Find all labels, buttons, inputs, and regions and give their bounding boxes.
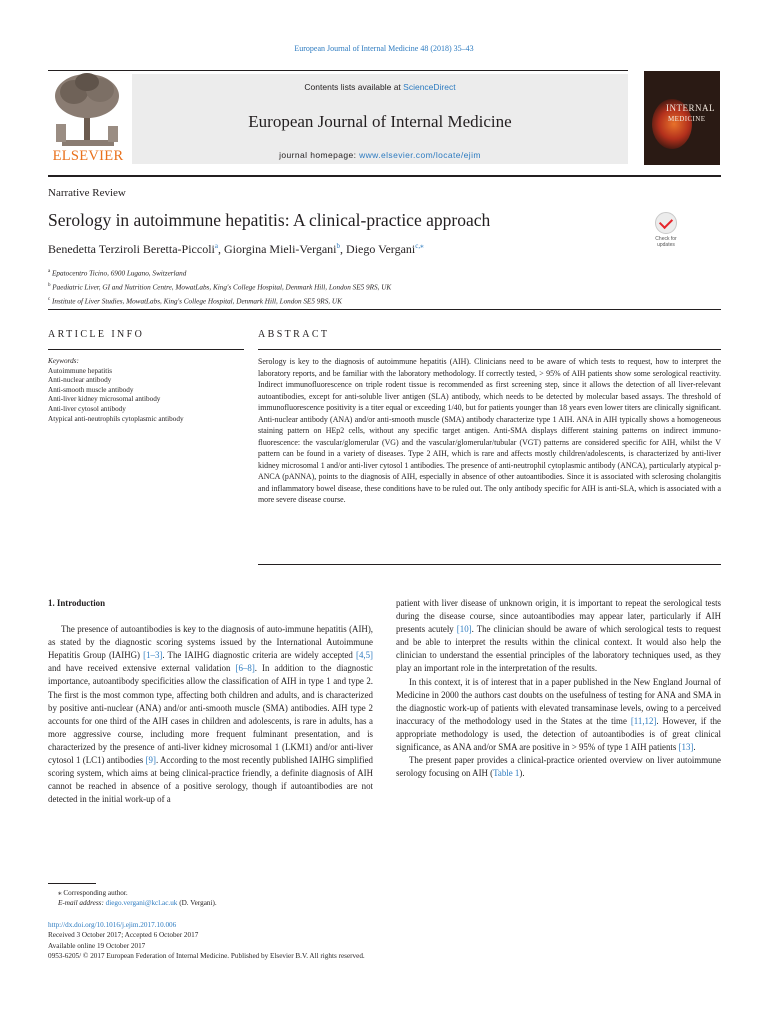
elsevier-logo[interactable] — [48, 70, 128, 170]
author-name[interactable]: Giorgina Mieli-Vergani — [223, 242, 337, 256]
article-info-rule — [48, 349, 244, 350]
received-dates: Received 3 October 2017; Accepted 6 October 2017 — [48, 931, 199, 940]
doi-link[interactable]: http://dx.doi.org/10.1016/j.ejim.2017.10.006 — [48, 921, 177, 929]
affiliation-text: Paediatric Liver, GI and Nutrition Centre, MowatLabs, King's College Hospital, Denmark Hill, London SE5 9RS, UK — [52, 283, 392, 292]
citation-link[interactable]: [13] — [678, 742, 694, 753]
keywords-label: Keywords: — [48, 357, 79, 365]
citation-link[interactable]: Table 1 — [493, 768, 520, 779]
online-date: Available online 19 October 2017 — [48, 941, 146, 950]
email-link[interactable]: diego.vergani@kcl.ac.uk — [105, 899, 178, 908]
affiliation-text: Epatocentro Ticino, 6900 Lugano, Switzerland — [52, 269, 187, 278]
citation-link[interactable]: [11,12] — [630, 715, 657, 726]
article-info-heading: ARTICLE INFO — [48, 329, 145, 340]
corresponding-author-note: ⁎ Corresponding author. — [58, 889, 128, 897]
paragraph-text: patient with liver disease of unknown origin, it is important to repeat the serological tests during the disease course, since autoantibodies may appear later, particularly if AIH presents acutely — [396, 598, 721, 635]
check-updates-label: Check for updates — [655, 236, 677, 248]
citation-link[interactable]: [1–3] — [143, 650, 163, 661]
email-note — [48, 898, 217, 908]
article-type: Narrative Review — [48, 187, 126, 199]
keyword: Anti-smooth muscle antibody — [48, 385, 134, 394]
keyword: Autoimmune hepatitis — [48, 366, 113, 375]
footnotes — [48, 888, 217, 909]
paragraph-text: . — [693, 742, 696, 753]
masthead-band — [132, 74, 628, 164]
paragraph-text: The presence of autoantibodies is key to the diagnosis of auto-immune hepatitis (AIH), as stated by the diagnostic scoring systems issued by the International Autoimmune Hepatitis Group (IAIHG) — [48, 624, 373, 661]
author-affiliation-ref[interactable]: a — [214, 242, 218, 250]
sciencedirect-link[interactable]: ScienceDirect — [403, 82, 456, 92]
paragraph-text: . According to the most recently published IAIHG simplified scoring system, which aims at being clinical-practice friendly, a definite diagnosis of AIH cannot be reached in absence of a positive serology, though if autoantibodies are not detected in the initial work-up of a — [48, 755, 373, 805]
footnote-rule — [48, 883, 96, 884]
author-name[interactable]: Benedetta Terziroli Beretta-Piccoli — [48, 242, 215, 256]
paragraph-text: and have received extensive external validation — [48, 663, 236, 674]
citation-link[interactable]: [6–8] — [235, 663, 255, 674]
citation-link[interactable]: [10] — [456, 624, 472, 635]
email-label: E-mail address: — [58, 899, 106, 908]
paragraph-text: . The clinician should be aware of which serological tests to request and be able to interpret the results within the clinical context. It would also help the clinician to understand the essential principles of the laboratory techniques used, as they play an important role in the interpretation of the results. — [396, 624, 721, 674]
abstract-rule — [258, 349, 721, 350]
cover-title-line2: MEDICINE — [668, 115, 706, 123]
homepage-label: journal homepage: — [279, 150, 360, 160]
author-separator: , — [217, 242, 224, 256]
email-suffix: (D. Vergani). — [177, 899, 217, 908]
affiliation-marker: b — [48, 282, 51, 288]
affiliation — [48, 294, 391, 308]
elsevier-tree-icon — [50, 70, 126, 150]
keyword: Atypical anti-neutrophils cytoplasmic antibody — [48, 414, 184, 423]
masthead — [48, 70, 628, 170]
keyword: Anti-liver kidney microsomal antibody — [48, 395, 161, 404]
copyright-line: 0953-6205/ © 2017 European Federation of Internal Medicine. Published by Elsevier B.V. All rights reserved. — [48, 952, 365, 961]
paragraph — [396, 676, 721, 755]
affiliation-marker: a — [48, 269, 51, 274]
keyword: Anti-liver cytosol antibody — [48, 404, 126, 413]
paragraph-text: ). — [519, 768, 525, 779]
header-divider — [48, 309, 721, 310]
elsevier-wordmark: ELSEVIER — [52, 148, 124, 164]
body-column-right — [396, 597, 721, 780]
citation-link[interactable]: [4,5] — [355, 650, 373, 661]
section-heading-introduction: 1. Introduction — [48, 598, 106, 608]
keywords-list — [48, 357, 248, 424]
body-column-left — [48, 597, 373, 806]
affiliations — [48, 266, 391, 308]
check-updates-icon — [655, 212, 677, 234]
author-list — [48, 242, 424, 257]
paragraph-text: . The IAIHG diagnostic criteria are widely accepted — [162, 650, 356, 661]
affiliation-text: Institute of Liver Studies, MowatLabs, King's College Hospital, Denmark Hill, London SE5 9RS, UK — [52, 297, 342, 306]
journal-title: European Journal of Internal Medicine — [248, 112, 512, 131]
paragraph-text: In this context, it is of interest that in a paper published in the New England Journal of Medicine in 2000 the authors cast doubts on the usefulness of testing for ANA and SMA in the diagnostic work-up of patients with elevated transaminase levels, owing to a perceived inaccuracy of the methodology used in the States at the time — [396, 676, 721, 726]
keyword: Anti-nuclear antibody — [48, 376, 112, 385]
paragraph-text: The present paper provides a clinical-practice oriented overview on liver autoimmune serology focusing on AIH ( — [396, 755, 721, 779]
paragraph — [48, 623, 373, 806]
paragraph — [396, 754, 721, 780]
abstract-end-rule — [258, 564, 721, 565]
author-affiliation-ref[interactable]: b — [336, 242, 341, 250]
paragraph-text: . However, if the appropriate methodology is used, the detection of autoantibodies is of great clinical significance, as ANA and/or SMA are positive in > 95% of type 1 AIH patients — [396, 715, 721, 753]
cover-title-line1: INTERNAL — [666, 103, 715, 113]
journal-citation-link[interactable]: European Journal of Internal Medicine 48 (2018) 35–43 — [294, 44, 474, 53]
author-separator: , — [340, 242, 347, 256]
author-affiliation-ref[interactable]: c,⁎ — [415, 242, 424, 250]
affiliation-marker: c — [48, 296, 51, 302]
paragraph-text: . In addition to the diagnostic importance, autoantibody specificities allow the classification of AIH in type 1 and type 2. The first is the most common type, affecting both children and adults, and is characterized by positive anti-nuclear (ANA) and/or anti-smooth muscle (SMA) antibodies. AIH type 2 accounts for one third of the AIH cases in children and adolescents, is rare in adults, has a more aggressive course, including more frequent fulminant presentation, and is characterized by the presence of anti-liver kidney microsomal 1 (LKM1) and/or anti-liver cytosol 1 (LC1) antibodies — [48, 663, 373, 766]
citation-link[interactable]: [9] — [145, 755, 156, 766]
paper-title: Serology in autoimmune hepatitis: A clinical-practice approach — [48, 210, 491, 230]
affiliation — [48, 280, 391, 294]
affiliation — [48, 266, 391, 280]
contents-prefix: Contents lists available at — [304, 82, 404, 92]
paragraph — [396, 597, 721, 676]
author-name[interactable]: Diego Vergani — [346, 242, 416, 256]
check-for-updates-button[interactable] — [650, 212, 682, 256]
publication-info — [48, 920, 365, 962]
journal-cover-thumbnail[interactable] — [644, 71, 720, 165]
abstract-heading: ABSTRACT — [258, 329, 330, 340]
masthead-bottom-rule — [48, 175, 721, 177]
contents-available — [132, 82, 628, 92]
abstract-text: Serology is key to the diagnosis of autoimmune hepatitis (AIH). Clinicians need to be aware of which tests to request, how to interpret the laboratory reports, and be familiar with the laboratory methodology. If correctly tested, > 95% of AIH patients show some serological reactivity. Indirect immunofluorescence on triple rodent tissue is recommended as first screening step, since it allows the detection of all liver-relevant autoantibodies, except for anti-soluble liver antigen (SLA) antibody, which needs to be detected by molecular based assays. The threshold of immunofluorescence positivity is a titer equal or exceeding 1/40, but for patients younger than 18 years even lower titers are clinically significant. Anti-nuclear antibody (ANA) and/or anti-smooth muscle (SMA) antibody characterize type 1 AIH. ANA in AIH typically shows a homogeneous staining pattern on HEp2 cells, without any specific target antigen. Anti-SMA displays different staining patterns on indirect immuno-fluorescence: the vascular/glomerular (VG) and the vascular/glomerular/tubular (VGT) patterns are considered specific for AIH, whilst the V pattern can be found in a variety of diseases. Type 2 AIH, which is rare and affects mostly children/adolescents, is characterized by anti-liver kidney microsomal 1 and/or anti-liver cytosol 1 antibodies. The presence of anti-neutrophil cytoplasmic antibody (ANCA), particularly atypical p-ANCA (pANNA), points to the diagnosis of AIH, especially in absence of other autoantibodies. Since it is associated with sclerosing cholangitis and inflammatory bowel disease, these conditions have to be ruled out. The only antibody specific for AIH is anti-SLA, which is associated with a more severe disease course. — [258, 357, 721, 504]
homepage-link[interactable]: www.elsevier.com/locate/ejim — [359, 150, 481, 160]
journal-homepage — [132, 150, 628, 160]
